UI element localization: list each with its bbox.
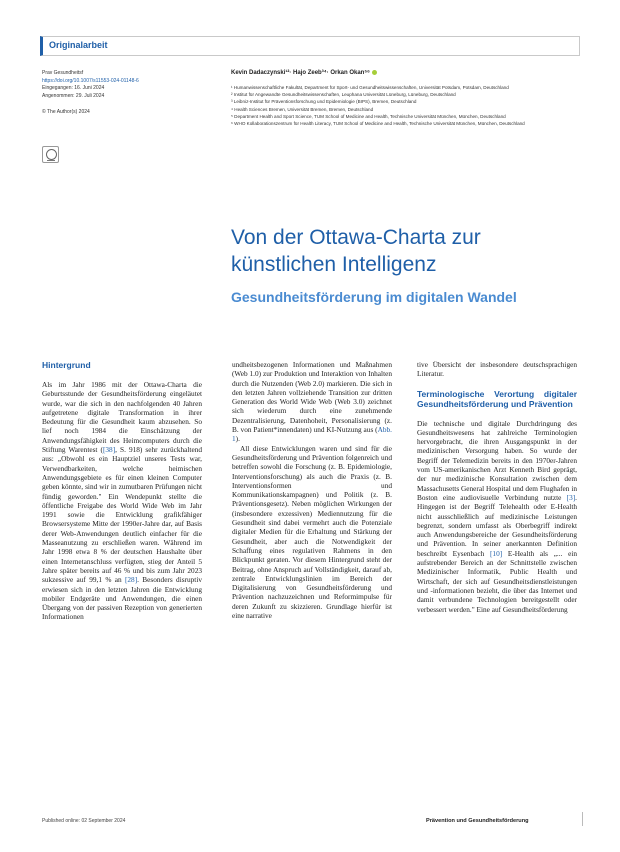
- open-access-icon[interactable]: [42, 146, 59, 163]
- footer-divider: [582, 812, 583, 826]
- affiliation-item: ⁶ WHO Kollaborationszentrum für Health Literacy, TUM School of Medicine and Health, Technische Universität München, München, Deutschland: [231, 121, 525, 127]
- affiliation-item: ³ Leibniz-Institut für Präventionsforschung und Epidemiologie (BIPS), Bremen, Deutschland: [231, 99, 417, 105]
- body-text: . Hingegen ist der Begriff Telehealth oder E-Health nicht ausschließlich auf medizinische Leistungen begrenzt, sondern umfasst als Oberbegriff indirekt auch Anwendungsbereiche der Gesundheitsförderung und Prävention. In seiner anerkannten Definition beschreibt Eysenbach: [417, 492, 577, 558]
- body-text: . Besonders disruptiv erwiesen sich in den letzten Jahren die Entwicklung mobiler Endgeräte und Anwendungen, die einen Übergang von der passiven Rezeption von generierten Informationen: [42, 575, 202, 622]
- author-line: [231, 70, 571, 76]
- affiliation-item: ² Institut für Angewandte Gesundheitswissenschaften, Leuphana Universität Lüneburg, Lüneburg, Deutschland: [231, 92, 456, 98]
- body-paragraph: [232, 360, 392, 444]
- body-text: E-Health als „... ein aufstrebender Bereich an der Schnittstelle zwischen Medizinischer Informatik, Public Health und Wirtschaft, der sich auf Gesundheitsdienstleistungen und -informationen bezieht, die über das Internet und damit verbundene Technologien bereitgestellt oder verbessert werden." Eine auf Gesundheitsförderung: [417, 548, 578, 614]
- affiliation-item: ⁴ Health Sciences Bremen, Universität Bremen, Bremen, Deutschland: [231, 106, 374, 112]
- accepted-date: Angenommen: 29. Juli 2024: [42, 92, 105, 99]
- body-paragraph: All diese Entwicklungen waren und sind für die Gesundheitsförderung und Prävention folgenreich und betreffen sowohl die Forschung (z. B. Epidemiologie, Interventionsforschung) als auch die Praxis (z. B. Interventionsformen und Kommunikationskampagnen) und Politik (z. B. Präventionsgesetz). Neben möglichen Wirkungen der (insbesondere exzessiven) Mediennutzung für die Gesundheit sind dabei vermehrt auch die Potenziale digitaler Medien für die Erhaltung und Stärkung der Gesundheit, aber auch die Notwendigkeit der Schaffung eines regulativen Rahmens in den Blickpunkt geraten. Vor diesem Hintergrund steht der Beitrag, ohne Anspruch auf Vollständigkeit, darauf ab, zentrale Entwicklungslinien im Bereich der Digitalisierung von Gesundheitsförderung und Prävention nachzuzeichnen und Reformimpulse für deren Zukunft zu skizzieren. Grundlage hierfür ist eine narrative: [232, 443, 392, 621]
- body-column-3: [417, 360, 577, 614]
- body-text: Als im Jahr 1986 mit der Ottawa-Charta die Geburtsstunde der Gesundheitsförderung eingeläutet wurde, war die sich in den nachfolgenden 40 Jahren aufgetretene digitale Transformation in ihrer Bedeutung für die Gesundheit kaum abzusehen. So lief noch 1984 die Einschätzung der Anwendungsfähigkeit des Heimcomputers durch die Stiftung Warentest: [42, 380, 202, 455]
- journal-name-footer: Prävention und Gesundheitsförderung: [426, 818, 529, 824]
- body-column-1: [42, 360, 202, 622]
- section-label: Originalarbeit: [49, 40, 108, 50]
- received-date: Eingegangen: 16. Juni 2024: [42, 85, 105, 92]
- citation-link[interactable]: [3]: [566, 492, 576, 502]
- section-header-bar: [40, 36, 580, 56]
- citation-link[interactable]: [10]: [490, 548, 503, 558]
- affiliations-list: [231, 84, 576, 127]
- body-paragraph: tive Übersicht der insbesondere deutschsprachigen Literatur.: [417, 360, 577, 379]
- body-text: Die technische und digitale Durchdringung des Gesundheitswesens hat zahlreiche Terminologien hervorgebracht, die ihren Ausgangspunkt in der medizinischen Versorgung haben. So wurde der Begriff der Telemedizin bereits in den 1970er-Jahren vom US-amerikanischen Arzt Kenneth Bird geprägt, der nur medizinische Konsultation zwischen dem Massachusetts General Hospital und dem Flughafen in Boston eine audiovisuelle Verbindung nutzte: [417, 418, 577, 502]
- body-text: ).: [235, 434, 240, 444]
- section-heading-hintergrund: Hintergrund: [42, 360, 91, 370]
- published-online: Published online: 02 September 2024: [42, 818, 126, 824]
- body-column-2: [232, 360, 392, 620]
- article-title: Von der Ottawa-Charta zur künstlichen Intelligenz: [231, 226, 481, 276]
- orcid-icon[interactable]: [372, 70, 377, 75]
- author-names: Kevin Dadaczynski¹²· Hajo Zeeb³⁴· Orkan Okan⁵⁶: [231, 70, 370, 77]
- affiliation-item: ¹ Humanwissenschaftliche Fakultät, Department für Sport- und Gesundheitswissenschaften, Universität Potsdam, Potsdam, Deutschland: [231, 85, 509, 90]
- body-paragraph: [417, 419, 577, 614]
- body-text: undheitsbezogenen Informationen und Maßnahmen (Web 1.0) zur Produktion und Interaktion von Inhalten durch die Nutzenden (Web 2.0) markieren. Die sich in den letzten Jahren vollziehende Transition zur dritten Generation des World Wide Web (Web 3.0) zeichnet sich wiederum durch eine zunehmende Dezentralisierung, Datenhoheit, Personalisierung (z. B. von Patient*innendaten) und KI-Nutzung aus (: [232, 360, 392, 435]
- figure-link[interactable]: Abb. 1: [232, 425, 392, 444]
- doi-link[interactable]: https://doi.org/10.1007/s11553-024-01148-6: [42, 77, 139, 84]
- section-heading-terminologie: Terminologische Verortung digitaler Gesundheitsförderung und Prävention: [417, 388, 577, 409]
- copyright-notice: © The Author(s) 2024: [42, 109, 90, 116]
- citation-link[interactable]: [38]: [102, 445, 116, 455]
- journal-abbrev: Prav Gesundheitsf: [42, 70, 84, 76]
- body-paragraph: Als im Jahr 1986 mit der Ottawa-Charta die Geburtsstunde der Gesundheitsförderung eingeläutet wurde, war die sich in den nachfolgenden 40 Jahren aufgetretene digitale Transformation in ihrer Bedeutung für die Gesundheit kaum abzusehen. So lief noch 1984 die Einschätzung der Anwendungsfähigkeit des Heimcomputers durch die Stiftung Warentest ([38], S. 918) sehr zurückhaltend aus: „Obwohl es ein Hauptziel unseres Tests war, Verwendbarkeiten, welche heimischen Anwendungsgebiete es für einen kleinen Computer geben könnte, sind wir in zumutbaren Prüfungen nicht fündig geworden." Ein Wendepunkt stellte die öffentliche Freigabe des World Wide Web im Jahr 1991 sowie die Entwicklung grafikfähiger Browsersysteme Mitte der 1990er-Jahre dar, auf Basis derer Web-Anwendungen deutlich einfacher für die Masseanutzung zu erschließen waren. Während im Jahr 1998 etwa 8 % der deutschen Haushalte über einen Internetanschluss verfügten, stieg der Anteil 5 Jahre später bereits auf 46 % und bis zum Jahr 2023 sukzessive auf 99,1 % an [28]. Besonders disruptiv erwiesen sich in den letzten Jahren die Entwicklung mobiler Endgeräte und Anwendungen, die einen Übergang von der passiven Rezeption von generierten Informationen: [42, 380, 202, 622]
- citation-link[interactable]: [28]: [124, 575, 138, 585]
- article-subtitle: Gesundheitsförderung im digitalen Wandel: [231, 289, 517, 305]
- article-meta: [42, 70, 202, 117]
- body-text: , S. 918) sehr zurückhaltend aus: „Obwohl es ein Hauptziel unseres Tests war, Verwendbarkeiten, welche heimischen Anwendungsgebiete es für einen kleinen Computer geben könnte, sind wir in zumutbaren Prüfungen nicht fündig geworden." Ein Wendepunkt stellte die öffentliche Freigabe des World Wide Web im Jahr 1991 sowie die Entwicklung grafikfähiger Browsersysteme Mitte der 1990er-Jahre dar, auf Basis derer Web-Anwendungen deutlich einfacher für die Masseanutzung zu erschließen waren. Während im Jahr 1998 etwa 8 % der deutschen Haushalte über einen Internetanschluss verfügten, stieg der Anteil 5 Jahre später bereits auf 46 % und bis zum Jahr 2023 sukzessive auf 99,1 % an: [42, 445, 202, 585]
- affiliation-item: ⁵ Department Health and Sport Science, TUM School of Medicine and Health, Technische Universität München, München, Deutschland: [231, 113, 506, 119]
